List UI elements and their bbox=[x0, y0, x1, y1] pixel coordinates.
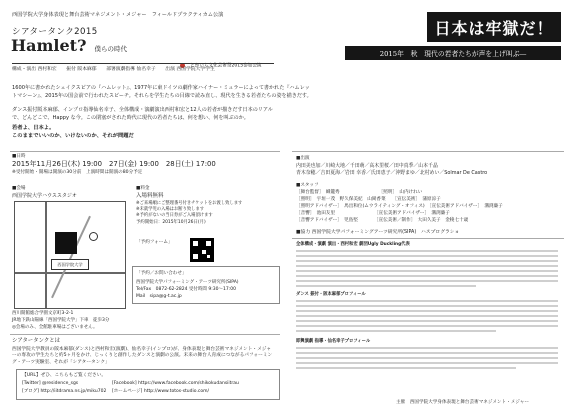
contact-mail: Mail sipa@g-t.ac.jp bbox=[136, 294, 182, 299]
profile-3-text bbox=[296, 362, 558, 364]
venue-access-2: ◎会場のみ、全館駐車場はございません。 bbox=[12, 325, 98, 330]
divider-profiles bbox=[292, 238, 564, 239]
link-blog[interactable]: [ブログ] http://iitdrama.ns.jp/miku702 bbox=[22, 389, 107, 394]
staff-row: ［照明］ 宇垣一茂 野久保美紀 山岡香菜 ［宣伝美術］ 蒲原涼子 bbox=[296, 197, 441, 202]
venue-name: 西国学院大学ハウススタジオ bbox=[12, 193, 77, 199]
venue-label: ■会場 bbox=[12, 186, 26, 191]
profile-1-text bbox=[296, 255, 558, 257]
cast-label: ■出演 bbox=[296, 156, 310, 161]
link-twitter[interactable]: [Twitter] @residence_sgs bbox=[22, 381, 79, 386]
qr-code[interactable] bbox=[190, 238, 214, 262]
intro-lead-1: 若者よ、日本よ。 bbox=[12, 125, 55, 131]
org-line: 西国学院大学身体表現と舞台芸術マネジメント・メジャー フィールドプラクティカム公演 bbox=[12, 12, 224, 18]
profile-2-text bbox=[296, 310, 558, 312]
profile-1-text bbox=[296, 270, 558, 272]
venue-access: JR地下鉄山陽線「西国学院大学」下車 徒歩3分 bbox=[12, 318, 110, 323]
links-box bbox=[16, 369, 280, 400]
profile-1-text bbox=[296, 265, 558, 267]
profile-1-text bbox=[296, 285, 476, 287]
qr-module bbox=[207, 255, 210, 258]
map-venue-label-box bbox=[51, 259, 89, 270]
profile-2-text bbox=[296, 315, 558, 317]
intro-lead-2: このままでいいのか、いけないのか、それが問題だ bbox=[12, 133, 134, 139]
intro-paragraph-1: 1600年に書かれたシェイクスピアの『ハムレット』、1977年に東ドイツの劇作家ハイナー・ミュラーによって書かれた『ハムレットマシーン』、2015年の国会前で行われたスピーチ。それらを学生たちの目線で読み直し、現代を生きる若者たちの姿を描きだす。 bbox=[12, 85, 312, 99]
coop-line bbox=[296, 230, 459, 236]
profile-2-text bbox=[296, 305, 558, 307]
profile-1-text bbox=[296, 275, 558, 277]
staff-label: ■スタッフ bbox=[296, 183, 319, 188]
subtitle-banner bbox=[345, 46, 561, 60]
profile-3-text bbox=[296, 367, 516, 369]
links-heading: 【URL】ぜひ、こちらもご覧ください。 bbox=[22, 373, 107, 378]
about-text: 西国学院大学教員の阪本麻郁(ダンス)と西村和宏(演劇)、仙名幸子(インプロ)が、身体表現と舞台芸術マネジメント・メジャーの専攻の学生たちと約5ヶ月をかけ、じっくりと創作したダンスと演劇の公演。未来の舞台人育成につながるパフォーミング・アーツ実験室、それが「シアタータンク」 bbox=[12, 347, 273, 365]
contact-tel: Tel/Fax 0872-62-2824 受付時間 9:30～17:00 bbox=[136, 287, 236, 292]
title-sub: 僕らの時代 bbox=[94, 45, 128, 53]
profile-3-text bbox=[296, 347, 558, 349]
footer-sponsor: 主催 西国学院大学身体表現と舞台芸術マネジメント・メジャー bbox=[396, 400, 529, 405]
contact-label: 「予約／お問い合わせ」 bbox=[136, 271, 187, 276]
profile-2-head: ダンス 振付・阪本麻郁プロフィール bbox=[296, 292, 366, 297]
link-facebook[interactable]: [Facebook] https://www.facebook.com/shikokudansiitrau bbox=[112, 381, 239, 386]
map-road-horizontal bbox=[15, 272, 125, 274]
fee-note-3: ※予約がないの当日券がご入場頂けます bbox=[136, 213, 213, 218]
headline-banner bbox=[427, 12, 561, 42]
contact-box bbox=[132, 266, 280, 304]
fee-note-2: ※未就学児の入場はお断り致します bbox=[136, 207, 205, 212]
divider-left bbox=[10, 151, 280, 152]
profile-1-head: 全体構成・演劇 演出・西村和宏 劇団Ugly Duckling代表 bbox=[296, 242, 410, 247]
fee-note-1: ※ご来場順にご整理番号付きチケットをお渡し致します bbox=[136, 201, 243, 206]
coop-text: 西国学院大学パフォーミングアーツ研究所(SIPA) ハスプログラショ bbox=[311, 230, 460, 235]
divider-about bbox=[10, 334, 280, 335]
page-title bbox=[11, 36, 127, 55]
venue-map bbox=[14, 201, 126, 309]
about-heading: シアタータンクとは bbox=[12, 338, 61, 344]
qr-corner bbox=[192, 253, 199, 260]
schedule-note: ※受付開始・開場は開演の30分前 上演時間は開演の80分予定 bbox=[12, 170, 143, 175]
qr-corner bbox=[205, 240, 212, 247]
map-station-icon bbox=[89, 232, 98, 241]
profile-3-text bbox=[296, 352, 558, 354]
venue-address: 西川開館総合学園文京町3-2-1 bbox=[12, 311, 74, 316]
staff-row: ［音響］ 池田友里 ［宣伝美術アドバイザー］ 溝渕廉子 bbox=[296, 211, 450, 216]
profile-3-text bbox=[296, 357, 558, 359]
fee-price: 入場料無料 bbox=[136, 193, 164, 199]
link-home[interactable]: [ホームページ] http://www.totos-studio.com/ bbox=[112, 389, 209, 394]
credits-line: 構成・演出 西村和宏 振付 阪本麻郁 部署演劇指導 仙名幸子 出演 西国学院大学学生 bbox=[12, 67, 215, 72]
cast-line-1: 内田美也加／川崎大地／千田萌／高木里桜／田中真季／山本千晶 bbox=[296, 163, 438, 169]
profile-2-text bbox=[296, 325, 558, 327]
fee-reserve-date: 予約開始日：2015年10月26日(月) bbox=[136, 220, 206, 225]
reserve-label: 「予約フォーム」 bbox=[136, 240, 173, 245]
headline-text: 日本は牢獄だ！ bbox=[434, 18, 554, 38]
series-name: シアタータンク2015 bbox=[12, 27, 98, 37]
profile-1-text bbox=[296, 280, 558, 282]
fee-label: ■料金 bbox=[136, 186, 150, 191]
profile-2-text bbox=[296, 320, 558, 322]
staff-row: ［音響アドバイザー］ 児島堅 ［宣伝美術／制作］ 大田久美子 金稜七十歳 bbox=[296, 218, 469, 223]
profile-2-text bbox=[296, 300, 558, 302]
map-venue-block bbox=[55, 232, 77, 254]
profile-3-head: 即興演劇 指導・仙名幸子プロフィール bbox=[296, 339, 371, 344]
header-rule bbox=[12, 63, 274, 64]
subtitle-text: 2015年 秋 現代の若者たちが声を上げ叫ぶ― bbox=[379, 50, 527, 58]
map-venue-label: 西国学院大学 bbox=[57, 261, 83, 267]
intro-paragraph-2: ダンス振付阪本麻郁、インプロ指導仙名幸子、全体構成・演劇演出西村和宏と12人の若者が描きだす日本のリアルで、どんどこで、Happy な今。この閉塞がされた時代に現代の若者たちは、何を想い、何を叫ぶのか。 bbox=[12, 107, 273, 121]
map-road-vertical bbox=[45, 202, 47, 308]
map-road-diagonal bbox=[51, 216, 91, 298]
staff-row: ［照明アドバイザー］ 馬出和位(ムウライティング・オフィス) ［宣伝美術アドバイザー］ 溝渕廉子 bbox=[296, 204, 503, 209]
staff-row: ［舞台監督］ 織籠秀 ［照明］ 山内けれい bbox=[296, 190, 423, 195]
title-main: Hamlet? bbox=[11, 36, 87, 55]
qr-module bbox=[202, 250, 206, 254]
qr-corner bbox=[192, 240, 199, 247]
cast-line-2: 青木奈穂／吉田夏海／岩田 幸香／氏田恵子／沖野まゆ／北村めい／Solmar De Castro bbox=[296, 170, 488, 176]
profile-1-text bbox=[296, 250, 558, 252]
schedule-label: ■日時 bbox=[12, 154, 26, 159]
divider-right bbox=[292, 151, 564, 152]
profile-2-text bbox=[296, 330, 496, 332]
schedule-dates: 2015年11月26日(木) 19:00 27日(金) 19:00 28日(土) 17:00 bbox=[12, 160, 216, 168]
contact-org: 西国学院大学パフォーミング・アーツ研究所(SIPA) bbox=[136, 280, 239, 285]
coop-label: ■協力 bbox=[296, 230, 311, 235]
profile-1-text bbox=[296, 260, 558, 262]
badge-text: とかいち文化芸術祭2015参加公演 bbox=[190, 63, 262, 69]
